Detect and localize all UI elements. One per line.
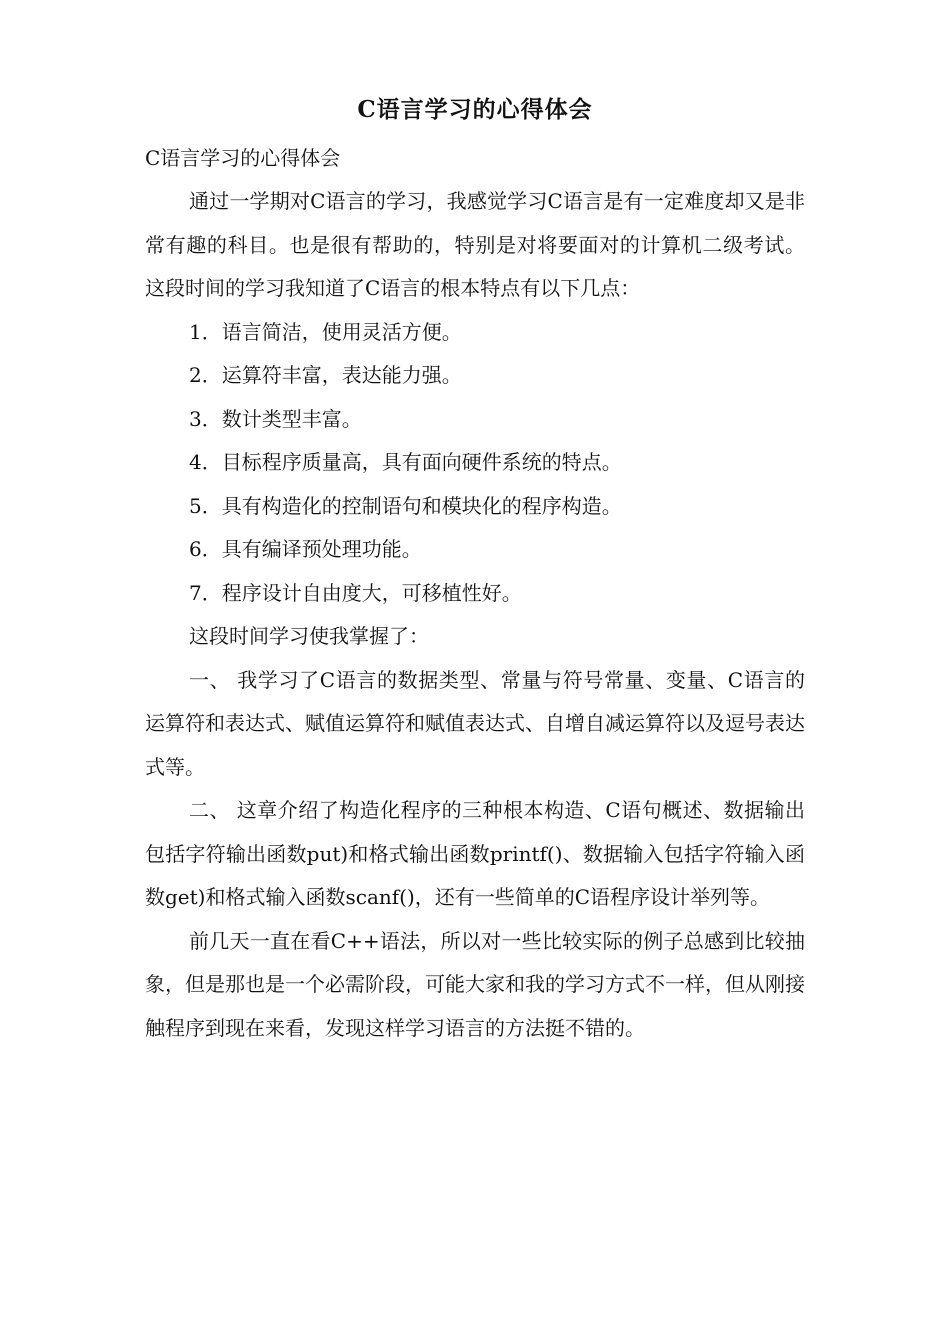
document-title: C语言学习的心得体会 (357, 96, 593, 123)
feature-item: 4．目标程序质量高，具有面向硬件系统的特点。 (189, 450, 622, 474)
feature-item: 1．语言简洁，使用灵活方便。 (189, 319, 462, 344)
feature-item: 7．程序设计自由度大，可移植性好。 (189, 580, 522, 605)
feature-item: 3．数计类型丰富。 (189, 406, 362, 431)
feature-item: 6．具有编译预处理功能。 (189, 537, 422, 561)
closing-paragraph: 前几天一直在看C++语法，所以对一些比较实际的例子总感到比较抽象，但是那也是一个必需阶段，可能大家和我的学习方式不一样，但从刚接触程序到现在来看，发现这样学习语言的方法挺不错的。 (145, 928, 805, 1040)
point-one-paragraph: 一、 我学习了C语言的数据类型、常量与符号常量、变量、C语言的运算符和表达式、赋值运算符和赋值表达式、自增自减运算符以及逗号表达式等。 (145, 667, 805, 779)
intro-paragraph: 通过一学期对C语言的学习，我感觉学习C语言是有一定难度却又是非常有趣的科目。也是很有帮助的，特别是对将要面对的计算机二级考试。 这段时间的学习我知道了C语言的根本特点有以下几点： (145, 189, 805, 300)
feature-item: 5．具有构造化的控制语句和模块化的程序构造。 (189, 493, 622, 518)
point-two-paragraph: 二、 这章介绍了构造化程序的三种根本构造、C语句概述、数据输出包括字符输出函数put)和格式输出函数printf()、数据输入包括字符输入函数get)和格式输入函数scanf()，还有一些简单的C语程序设计举列等。 (145, 798, 805, 909)
summary-lead: 这段时间学习使我掌握了： (189, 624, 429, 648)
document-page (145, 88, 805, 1050)
feature-list (145, 311, 805, 616)
feature-item: 2．运算符丰富，表达能力强。 (189, 363, 462, 387)
document-subtitle: C语言学习的心得体会 (145, 146, 341, 170)
